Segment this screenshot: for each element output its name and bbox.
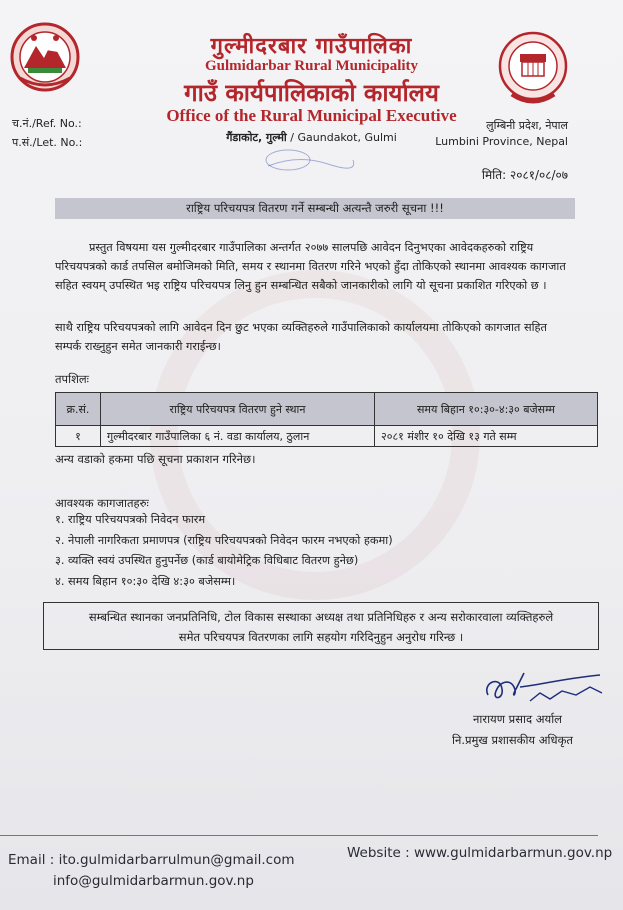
documents-title: आवश्यक कागजातहरुः bbox=[55, 496, 149, 510]
appeal-line-1: सम्बन्धित स्थानका जनप्रतिनिधि, टोल विकास सस्थाका अध्यक्ष तथा प्रतिनिधिहरु र अन्य सरोकारवाला व्यक्तिहरुले bbox=[88, 610, 554, 624]
letter-number-label: प.सं./Let. No.: bbox=[12, 136, 83, 149]
footer-website: Website : www.gulmidarbarmun.gov.np bbox=[347, 845, 613, 861]
email-link-1[interactable]: ito.gulmidarbarrulmun@gmail.com bbox=[58, 852, 295, 868]
website-link[interactable]: www.gulmidarbarmun.gov.np bbox=[413, 845, 613, 861]
office-stamp bbox=[258, 146, 358, 176]
table-header-time: समय बिहान १०:३०-४:३० बजेसम्म bbox=[375, 393, 598, 426]
table-header-sn: क्र.सं. bbox=[56, 393, 101, 426]
body-paragraph-1: प्रस्तुत विषयमा यस गुल्मीदरबार गाउँपालिका अन्तर्गत २०७७ सालपछि आवेदन दिनुभएका आवेदकहरुको राष्ट्रिय परिचयपत्रको कार्ड तपसिल बमोजिमको मिति, समय र स्थानमा वितरण गरिने भएको हुँदा तोकिएको स्थानमा आवश्यक कागजात सहित स्वयम् उपस्थित भइ राष्ट्रिय परिचयपत्र लिनु हुन सम्बन्धित सबैको जानकारीको लागि यो सूचना प्रकाशित गरिएको छ । bbox=[55, 241, 566, 292]
footer-email-2[interactable]: info@gulmidarbarmun.gov.np bbox=[53, 873, 254, 889]
notice-date: मिति: २०८१/०८/०७ bbox=[481, 168, 568, 182]
table-cell-location: गुल्मीदरबार गाउँपालिका ६ नं. वडा कार्यालय, ठुलान bbox=[101, 426, 375, 447]
office-name-en: Office of the Rural Municipal Executive bbox=[166, 106, 457, 125]
office-address: गैंडाकोट, गुल्मी / Gaundakot, Gulmi bbox=[226, 131, 397, 144]
distribution-table bbox=[55, 392, 598, 447]
table-header-location: राष्ट्रिय परिचयपत्र वितरण हुने स्थान bbox=[101, 393, 375, 426]
table-note: अन्य वडाको हकमा पछि सूचना प्रकाशन गरिनेछ। bbox=[55, 452, 256, 466]
municipality-name-np: गुल्मीदरबार गाउँपालिका bbox=[210, 33, 413, 59]
province-np: लुम्बिनी प्रदेश, नेपाल bbox=[486, 119, 568, 132]
list-item: १. राष्ट्रिय परिचयपत्रको निवेदन फारम bbox=[55, 513, 206, 526]
documents-list bbox=[55, 510, 393, 592]
list-item: ३. व्यक्ति स्वयं उपस्थित हुनुपर्नेछ (कार्ड बायोमेट्रिक विधिबाट वितरण हुनेछ) bbox=[55, 554, 359, 567]
appeal-line-2: समेत परिचयपत्र वितरणका लागि सहयोग गरिदिनुहुन अनुरोध गरिन्छ । bbox=[178, 630, 464, 644]
table-cell-date: २०८१ मंशीर १० देखि १३ गते सम्म bbox=[375, 426, 598, 447]
province-en: Lumbini Province, Nepal bbox=[435, 135, 568, 148]
signatory-name: नारायण प्रसाद अर्याल bbox=[473, 712, 562, 726]
footer-email-1: Email : ito.gulmidarbarrulmun@gmail.com bbox=[8, 852, 295, 868]
list-item: २. नेपाली नागरिकता प्रमाणपत्र (राष्ट्रिय परिचयपत्रको निवेदन फारम नभएको हकमा) bbox=[55, 533, 393, 547]
footer-divider bbox=[0, 835, 598, 836]
table-cell-sn: १ bbox=[56, 426, 101, 447]
ref-number-label: च.नं./Ref. No.: bbox=[12, 117, 82, 130]
table-row bbox=[56, 426, 598, 447]
body-paragraph-2: साथै राष्ट्रिय परिचयपत्रको लागि आवेदन दिन छुट भएका व्यक्तिहरुले गाउँपालिकाको कार्यालयमा तोकिएको कागजात सहित सम्पर्क राख्नुहुन समेत जानकारी गराईन्छ। bbox=[55, 321, 547, 353]
table-header-row bbox=[56, 393, 598, 426]
appeal-box bbox=[43, 602, 599, 650]
municipality-name-en: Gulmidarbar Rural Municipality bbox=[204, 58, 419, 74]
office-name-np: गाउँ कार्यपालिकाको कार्यालय bbox=[184, 78, 439, 107]
signatory-designation: नि.प्रमुख प्रशासकीय अधिकृत bbox=[452, 733, 573, 747]
handwritten-signature bbox=[480, 665, 610, 715]
details-label: तपशिलः bbox=[55, 372, 90, 386]
notice-subject: राष्ट्रिय परिचयपत्र वितरण गर्ने सम्बन्धी अत्यन्तै जरुरी सूचना !!! bbox=[55, 198, 575, 219]
list-item: ४. समय बिहान १०:३० देखि ४:३० बजेसम्म। bbox=[55, 574, 236, 588]
